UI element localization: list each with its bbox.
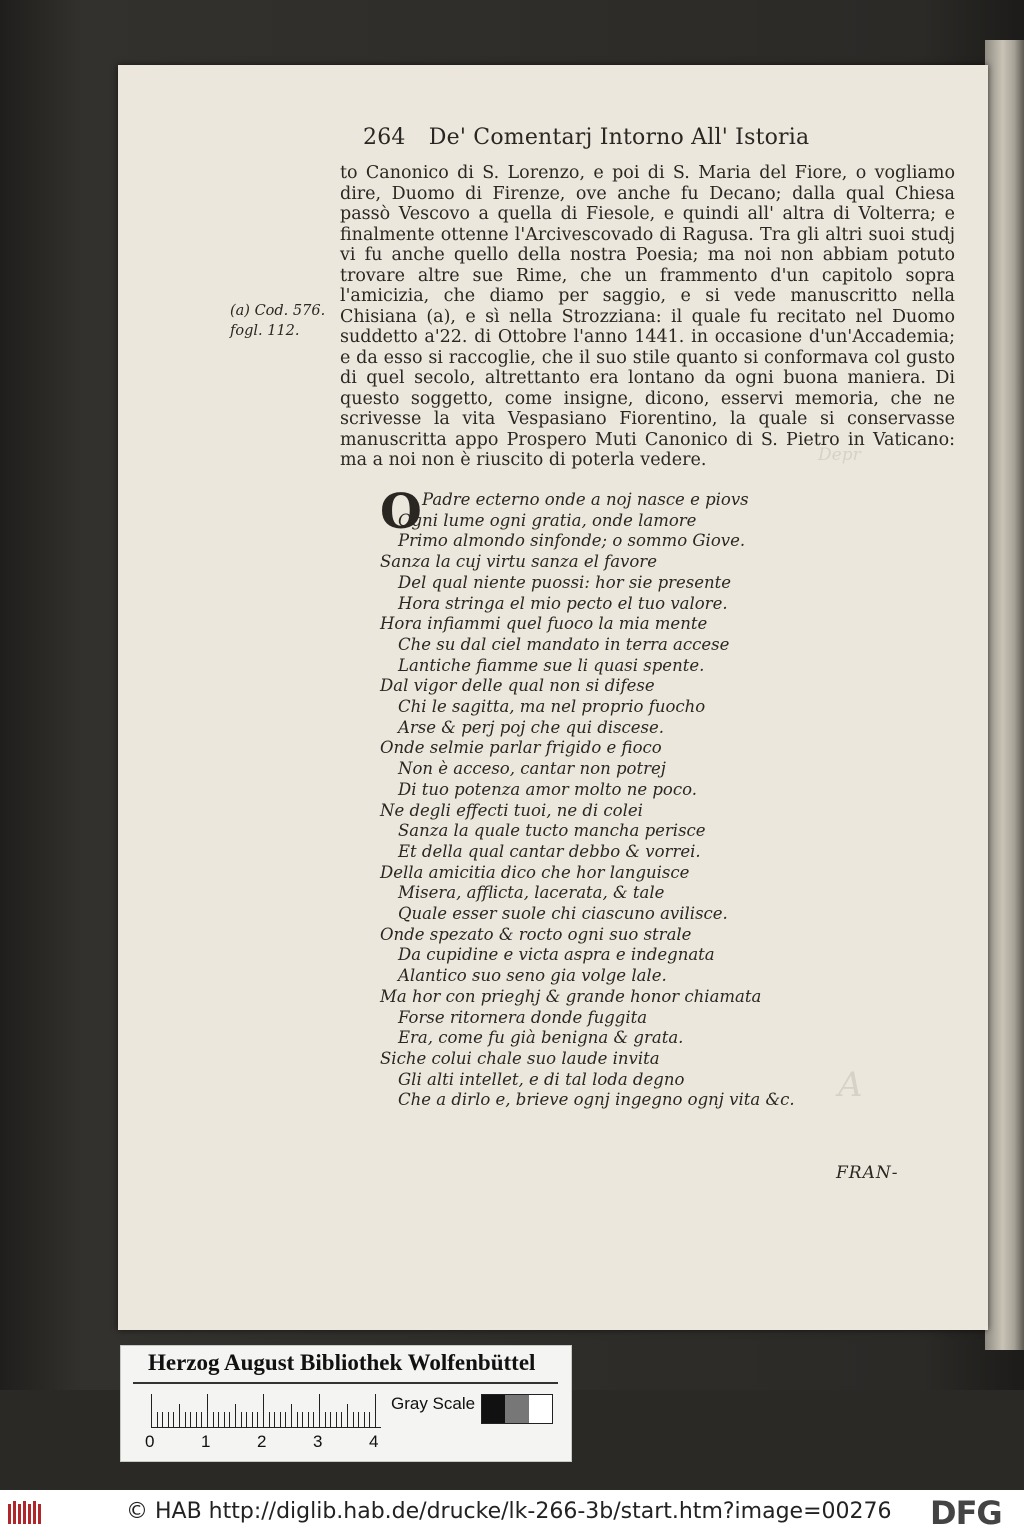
ruler-tick (308, 1412, 309, 1428)
poem-line: Onde spezato & rocto ogni suo strale (380, 924, 692, 944)
body-text: to Canonico di S. Lorenzo, e poi di S. Maria del Fiore, o vogliamo dire, Duomo di Firenze, ove anche fu Decano; dalla qual Chiesa passò Vescovo a quella di Fiesole, e quindi all' altra di Volterra; e finalmente ottenne l'Arcivescovado di Ragusa. Tra gli altri suoi studj vi fu anche quello della nostra Poesia; ma noi non abbiam potuto trovare altre sue Rime, che un frammento d'un capitolo sopra l'amicizia, che diamo per saggio, e si vede manuscritto nella Chisiana (a), e sì nella Strozziana: il quale fu recitato nel Duomo suddetto a'22. di Ottobre l'anno 1441. in occasione d'un'Accademia; e da esso si raccoglie, che il suo stile quanto si conformava col gusto di quel secolo, altrettanto era lontano da ogni buona maniera. Di questo soggetto, come insigne, dicono, esservi memoria, che ne scrivesse la vita Vespasiano Fiorentino, la quale si conservasse manuscritta appo Prospero Muti Canonico di S. Pietro in Vaticano: ma a noi non è riuscito di poterla vedere. (340, 163, 955, 470)
poem-line: Ogni lume ogni gratia, onde lamore (398, 510, 697, 530)
gray-scale-swatches (481, 1394, 553, 1424)
poem-line: Forse ritornera donde fuggita (398, 1007, 648, 1027)
library-color-strip (120, 1345, 572, 1462)
divider (133, 1382, 558, 1384)
ruler-tick (179, 1404, 180, 1428)
gray-swatch (482, 1395, 505, 1423)
ruler-tick (325, 1412, 326, 1428)
poem-line: Sanza la cuj virtu sanza el favore (380, 552, 657, 572)
ruler-tick (218, 1412, 219, 1428)
ruler-tick (157, 1412, 158, 1428)
running-header (363, 125, 833, 157)
poem-line: Siche colui chale suo laude invita (380, 1048, 660, 1068)
running-title: De' Comentarj Intorno All' Istoria (428, 125, 810, 150)
ruler-tick (235, 1404, 236, 1428)
poem-line: Gli alti intellet, e di tal loda degno (398, 1069, 685, 1089)
margin-note-line: (a) Cod. 576. (230, 303, 326, 319)
catchword: FRAN- (836, 1163, 899, 1183)
ruler-tick (369, 1412, 370, 1428)
ruler-tick (353, 1412, 354, 1428)
adjacent-page-edge (985, 40, 1024, 1350)
poem-line: Della amicitia dico che hor languisce (380, 862, 690, 882)
poem-line: Alantico suo seno gia volge lale. (398, 966, 667, 986)
poem-line: Era, come fu già benigna & grata. (398, 1028, 684, 1048)
scale-ruler (151, 1394, 381, 1428)
margin-note (230, 301, 340, 341)
ruler-tick (291, 1404, 292, 1428)
gray-scale-label: Gray Scale (391, 1394, 476, 1413)
ruler-tick (263, 1394, 264, 1428)
body-paragraph (340, 163, 955, 471)
poem-line: Di tuo potenza amor molto ne poco. (398, 779, 697, 799)
ruler-label: 0 (145, 1432, 155, 1451)
ruler-tick (330, 1412, 331, 1428)
page-number: 264 (363, 125, 406, 150)
poem-line: Da cupidine e victa aspra e indegnata (398, 945, 715, 965)
ruler-tick (196, 1412, 197, 1428)
dfg-logo: DFG (930, 1494, 1002, 1532)
ruler-tick (168, 1412, 169, 1428)
drop-cap: O (380, 484, 422, 540)
ruler-labels (145, 1432, 385, 1454)
poem-line: Lantiche fiamme sue li quasi spente. (398, 655, 705, 675)
book-page (118, 65, 988, 1330)
poem-line: Quale esser suole chi ciascuno avilisce. (398, 904, 728, 924)
ruler-tick (297, 1412, 298, 1428)
ruler-tick (257, 1412, 258, 1428)
ruler-tick (252, 1412, 253, 1428)
gray-swatch (529, 1395, 552, 1423)
ruler-tick (185, 1412, 186, 1428)
ruler-tick (313, 1412, 314, 1428)
poem-line: Non è acceso, cantar non potrej (398, 759, 666, 779)
ruler-tick (207, 1394, 208, 1428)
poem-line: Padre ecterno onde a noj nasce e piovs (422, 490, 749, 509)
ruler-tick (336, 1412, 337, 1428)
poem-line: Chi le sagitta, ma nel proprio fuocho (398, 697, 706, 717)
ruler-tick (358, 1412, 359, 1428)
bleed-through: Depr (818, 445, 861, 465)
ruler-label: 2 (257, 1432, 267, 1451)
ruler-tick (375, 1394, 376, 1428)
ruler-tick (364, 1412, 365, 1428)
ruler-tick (341, 1412, 342, 1428)
ruler-tick (274, 1412, 275, 1428)
poem-line: Sanza la quale tucto mancha perisce (398, 821, 706, 841)
ruler-tick (190, 1412, 191, 1428)
poem-line: Hora infiammi quel fuoco la mia mente (380, 614, 708, 634)
margin-note-line: fogl. 112. (230, 323, 300, 339)
ruler-tick (347, 1404, 348, 1428)
poem-line: Ne degli effecti tuoi, ne di colei (380, 800, 643, 820)
poem-line: Dal vigor delle qual non si difese (380, 676, 655, 696)
ruler-tick (224, 1412, 225, 1428)
poem-line: Del qual niente puossi: hor sie presente (398, 572, 732, 592)
poem-line: Primo almondo sinfonde; o sommo Giove. (398, 531, 746, 551)
ruler-tick (173, 1412, 174, 1428)
ruler-tick (201, 1412, 202, 1428)
poem (380, 484, 900, 1111)
ruler-label: 3 (313, 1432, 323, 1451)
poem-line: Arse & perj poj che qui discese. (398, 717, 665, 737)
ruler-tick (151, 1394, 152, 1428)
ruler-label: 1 (201, 1432, 211, 1451)
gray-swatch (505, 1395, 528, 1423)
ruler-tick (269, 1412, 270, 1428)
ruler-tick (302, 1412, 303, 1428)
library-name: Herzog August Bibliothek Wolfenbüttel (148, 1350, 536, 1375)
ruler-tick (162, 1412, 163, 1428)
ruler-tick (246, 1412, 247, 1428)
poem-line: Ma hor con prieghj & grande honor chiamata (380, 986, 762, 1006)
footer-bar (0, 1490, 1024, 1538)
poem-line: Che su dal ciel mandato in terra accese (398, 634, 730, 654)
poem-line: Onde selmie parlar frigido e fioco (380, 738, 662, 758)
hab-logo-icon (6, 1498, 46, 1528)
poem-line: Che a dirlo e, brieve ognj ingegno ognj vita &c. (398, 1090, 795, 1110)
ruler-tick (241, 1412, 242, 1428)
ruler-tick (229, 1412, 230, 1428)
poem-line: Et della qual cantar debbo & vorrei. (398, 841, 701, 861)
ruler-tick (213, 1412, 214, 1428)
ruler-tick (319, 1394, 320, 1428)
poem-line: Hora stringa el mio pecto el tuo valore. (398, 593, 728, 613)
bleed-through: A (838, 1065, 869, 1105)
footer-credit: © HAB http://diglib.hab.de/drucke/lk-266-3b/start.htm?image=00276 (126, 1499, 892, 1524)
ruler-tick (285, 1412, 286, 1428)
poem-line: Misera, afflicta, lacerata, & tale (398, 883, 665, 903)
ruler-label: 4 (369, 1432, 379, 1451)
poem-lines (380, 484, 900, 1111)
ruler-tick (280, 1412, 281, 1428)
